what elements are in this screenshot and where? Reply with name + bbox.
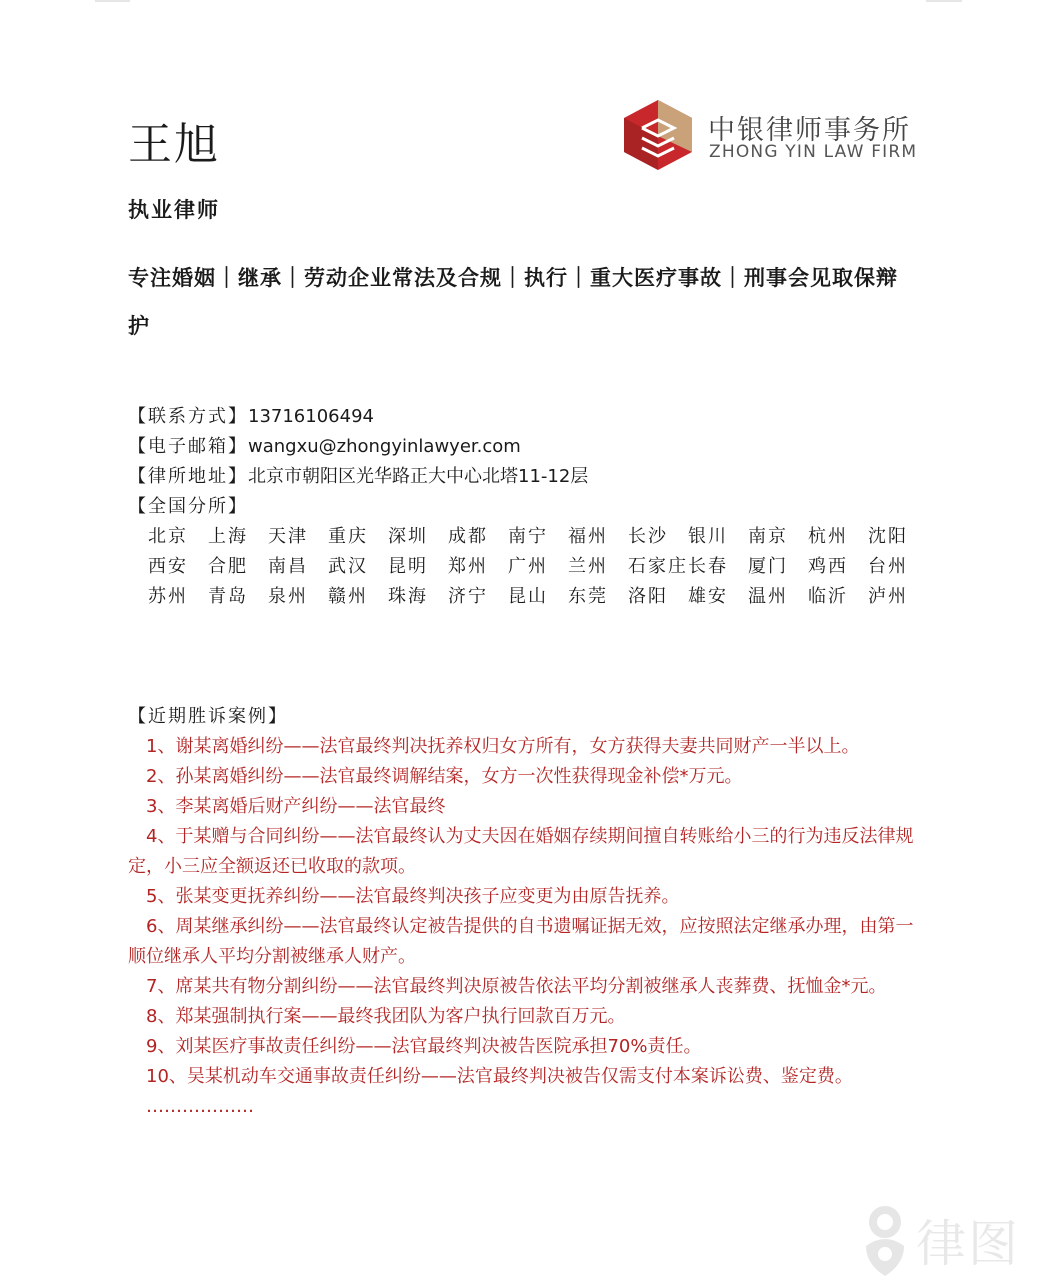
- firm-logo-icon: [622, 98, 694, 172]
- city: 西安: [148, 556, 188, 577]
- city-row: [148, 522, 928, 552]
- city: 昆山: [508, 586, 548, 607]
- city: 长春: [688, 556, 728, 577]
- case-item: 6、周某继承纠纷——法官最终认定被告提供的自书遗嘱证据无效，应按照法定继承办理，由第一顺位继承人平均分割被继承人财产。: [128, 916, 914, 967]
- city: 厦门: [748, 556, 788, 577]
- city: 台州: [868, 556, 908, 577]
- city: 南京: [748, 526, 788, 547]
- firm-logo: [622, 98, 922, 172]
- lawyer-name: 王旭: [128, 119, 220, 170]
- city: 郑州: [448, 556, 488, 577]
- address-row: [128, 462, 588, 492]
- city: 武汉: [328, 556, 368, 577]
- email-label: 【电子邮箱】: [128, 436, 248, 457]
- watermark-text: 律图: [916, 1215, 1020, 1273]
- city: 银川: [688, 526, 728, 547]
- city: 东莞: [568, 586, 608, 607]
- address-label: 【律所地址】: [128, 466, 248, 487]
- top-divider-left: [95, 0, 130, 2]
- city: 长沙: [628, 526, 668, 547]
- firm-name-cn: 中银律师事务所: [708, 115, 911, 146]
- city: 上海: [208, 526, 248, 547]
- practice-areas: 专注婚姻｜继承｜劳动企业常法及合规｜执行｜重大医疗事故｜刑事会见取保辩护: [128, 266, 898, 338]
- city: 苏州: [148, 586, 188, 607]
- city: 南昌: [268, 556, 308, 577]
- branches-label: 【全国分所】: [128, 496, 248, 517]
- city: 兰州: [568, 556, 608, 577]
- city: 天津: [268, 526, 308, 547]
- lawyer-title: 执业律师: [128, 198, 220, 222]
- city: 泉州: [268, 586, 308, 607]
- phone-value[interactable]: 13716106494: [248, 406, 374, 427]
- city: 赣州: [328, 586, 368, 607]
- city: 温州: [748, 586, 788, 607]
- watermark: [860, 1200, 1040, 1280]
- contact-block: [128, 402, 588, 522]
- city: 成都: [448, 526, 488, 547]
- email-value[interactable]: wangxu@zhongyinlawyer.com: [248, 436, 521, 457]
- city: 南宁: [508, 526, 548, 547]
- city: 北京: [148, 526, 188, 547]
- city: 珠海: [388, 586, 428, 607]
- case-item: 9、刘某医疗事故责任纠纷——法官最终判决被告医院承担70%责任。: [146, 1036, 702, 1057]
- city-row: [148, 582, 928, 612]
- cases-ellipsis: ………………: [146, 1096, 254, 1117]
- city: 石家庄: [628, 556, 688, 577]
- city: 深圳: [388, 526, 428, 547]
- email-row: [128, 432, 588, 462]
- case-item: 3、李某离婚后财产纠纷——法官最终: [146, 796, 446, 817]
- city: 杭州: [808, 526, 848, 547]
- case-item: 5、张某变更抚养纠纷——法官最终判决孩子应变更为由原告抚养。: [146, 886, 680, 907]
- city: 雄安: [688, 586, 728, 607]
- city: 昆明: [388, 556, 428, 577]
- city: 福州: [568, 526, 608, 547]
- city-row: [148, 552, 928, 582]
- branch-cities: [148, 522, 928, 612]
- city: 合肥: [208, 556, 248, 577]
- case-item: 10、吴某机动车交通事故责任纠纷——法官最终判决被告仅需支付本案诉讼费、鉴定费。: [146, 1066, 853, 1087]
- case-item: 8、郑某强制执行案——最终我团队为客户执行回款百万元。: [146, 1006, 626, 1027]
- case-item: 2、孙某离婚纠纷——法官最终调解结案，女方一次性获得现金补偿*万元。: [146, 766, 743, 787]
- city: 重庆: [328, 526, 368, 547]
- city: 济宁: [448, 586, 488, 607]
- case-item: 4、于某赠与合同纠纷——法官最终认为丈夫因在婚姻存续期间擅自转账给小三的行为违反法律规定，小三应全额返还已收取的款项。: [128, 826, 914, 877]
- branches-row: [128, 492, 588, 522]
- address-value: 北京市朝阳区光华路正大中心北塔11-12层: [248, 466, 589, 487]
- city: 沈阳: [868, 526, 908, 547]
- city: 临沂: [808, 586, 848, 607]
- city: 泸州: [868, 586, 908, 607]
- city: 洛阳: [628, 586, 668, 607]
- phone-label: 【联系方式】: [128, 406, 248, 427]
- city: 鸡西: [808, 556, 848, 577]
- city: 广州: [508, 556, 548, 577]
- cases-heading: 【近期胜诉案例】: [128, 706, 288, 727]
- case-item: 1、谢某离婚纠纷——法官最终判决抚养权归女方所有，女方获得夫妻共同财产一半以上。: [146, 736, 860, 757]
- top-divider-right: [926, 0, 962, 2]
- cases-list: [128, 732, 928, 1122]
- firm-name-en: ZHONG YIN LAW FIRM: [709, 142, 918, 162]
- phone-row: [128, 402, 588, 432]
- city: 青岛: [208, 586, 248, 607]
- watermark-pin-icon: [860, 1202, 910, 1278]
- case-item: 7、席某共有物分割纠纷——法官最终判决原被告依法平均分割被继承人丧葬费、抚恤金*元。: [146, 976, 887, 997]
